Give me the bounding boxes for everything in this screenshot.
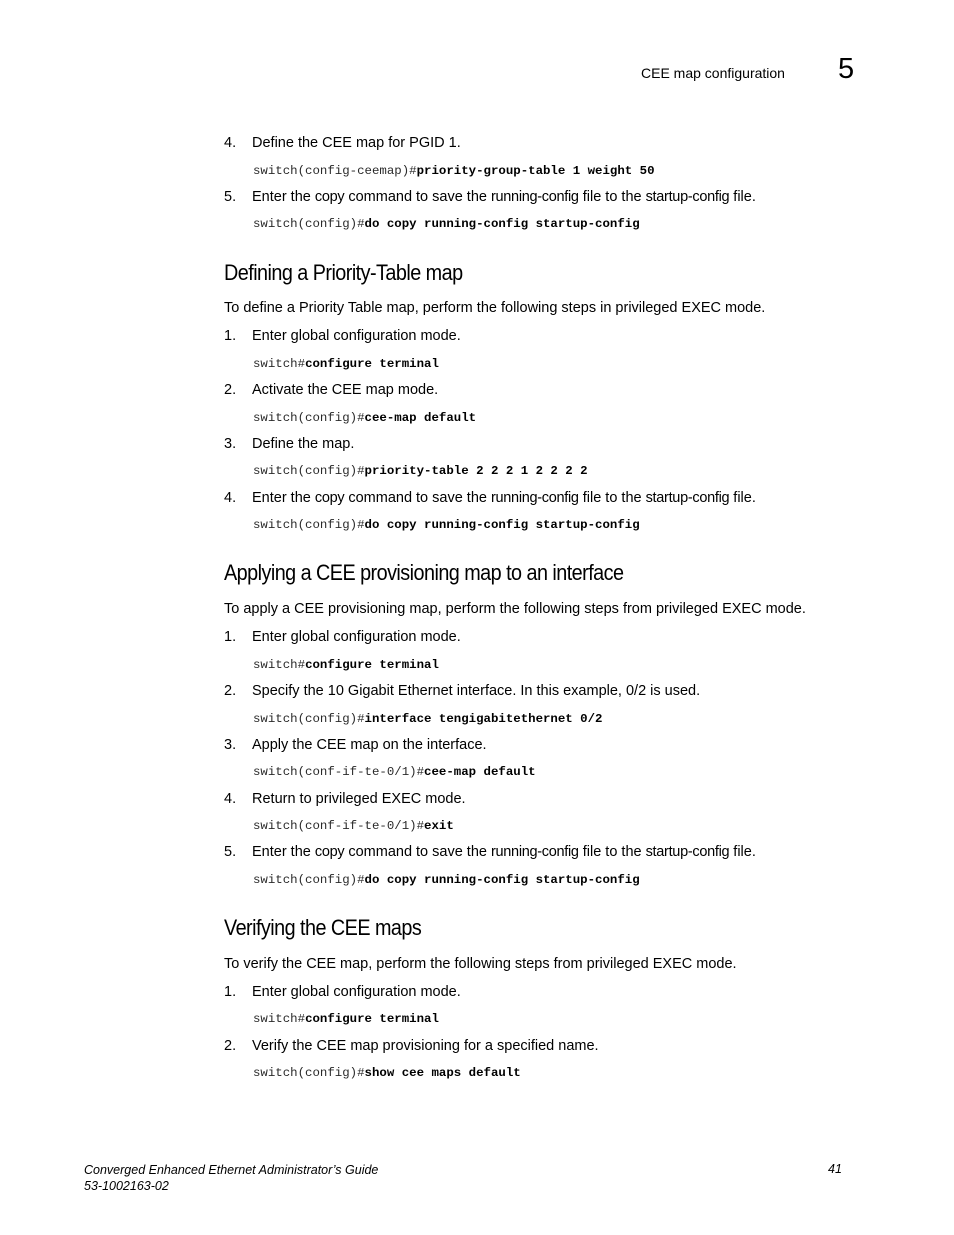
step-text: Define the map. [252,436,355,452]
command-line [253,1012,439,1026]
step-text: Enter global configuration mode. [252,328,461,344]
step-number: 5. [224,844,237,860]
keyword-startup-config: startup-config [645,844,730,860]
command-prompt: switch(config)# [253,518,365,532]
command-prompt: switch(conf-if-te-0/1)# [253,819,425,833]
footer-document-info [84,1162,378,1194]
command-prompt: switch(config)# [253,464,365,478]
command-prompt: switch(conf-if-te-0/1)# [253,765,425,779]
keyword-copy: copy [314,189,345,205]
section-intro: To define a Priority Table map, perform the following steps in privileged EXEC mode. [224,300,766,316]
command-text: do copy running-config startup-config [364,873,640,887]
command-prompt: switch(config)# [253,873,365,887]
keyword-running-config: running-config [491,189,579,205]
step-text: Verify the CEE map provisioning for a specified name. [252,1038,599,1054]
keyword-running-config: running-config [491,490,579,506]
command-prompt: switch(config)# [253,712,365,726]
step-text: Enter global configuration mode. [252,629,461,645]
command-line [253,464,588,478]
step-text: Activate the CEE map mode. [252,382,439,398]
step-number: 3. [224,436,237,452]
command-prompt: switch(config)# [253,411,365,425]
command-text: priority-group-table 1 weight 50 [416,164,655,178]
running-header-title: CEE map configuration [641,65,785,81]
step-number: 1. [224,984,237,1000]
command-prompt: switch(config)# [253,1066,365,1080]
command-prompt: switch# [253,1012,306,1026]
command-line [253,518,640,532]
command-text: configure terminal [305,658,439,672]
command-line [253,819,454,833]
keyword-copy: copy [314,844,345,860]
command-line [253,164,655,178]
step-text: Apply the CEE map on the interface. [252,737,487,753]
command-prompt: switch(config)# [253,217,365,231]
section-heading: Applying a CEE provisioning map to an interface [224,560,624,585]
section-intro: To verify the CEE map, perform the following steps from privileged EXEC mode. [224,956,737,972]
keyword-startup-config: startup-config [645,490,730,506]
keyword-startup-config: startup-config [645,189,730,205]
command-text: configure terminal [305,1012,439,1026]
command-text: do copy running-config startup-config [364,518,640,532]
step-text: Specify the 10 Gigabit Ethernet interface. In this example, 0/2 is used. [252,683,701,699]
step-number: 4. [224,791,237,807]
command-text: do copy running-config startup-config [364,217,640,231]
command-prompt: switch# [253,357,306,371]
command-text: cee-map default [364,411,477,425]
command-line [253,765,536,779]
command-line [253,658,439,672]
section-heading: Verifying the CEE maps [224,915,422,940]
step-text: Enter the copy command to save the running-config file to the startup-config file. [252,189,756,205]
step-text: Return to privileged EXEC mode. [252,791,466,807]
command-text: show cee maps default [364,1066,521,1080]
step-number: 2. [224,1038,237,1054]
footer-page-number: 41 [828,1162,842,1176]
command-text: priority-table 2 2 2 1 2 2 2 2 [364,464,588,478]
command-prompt: switch# [253,658,306,672]
step-number: 4. [224,135,237,151]
section-intro: To apply a CEE provisioning map, perform the following steps from privileged EXEC mode. [224,601,806,617]
step-number: 1. [224,629,237,645]
step-number: 5. [224,189,237,205]
command-text: interface tengigabitethernet 0/2 [364,712,603,726]
step-text: Enter global configuration mode. [252,984,461,1000]
command-text: cee-map default [424,765,536,779]
step-text: Enter the copy command to save the running-config file to the startup-config file. [252,490,756,506]
step-text: Enter the copy command to save the running-config file to the startup-config file. [252,844,756,860]
step-number: 2. [224,382,237,398]
command-line [253,411,476,425]
command-line [253,873,640,887]
footer-doc-number: 53-1002163-02 [84,1179,169,1193]
chapter-number: 5 [838,53,855,85]
step-number: 4. [224,490,237,506]
keyword-running-config: running-config [491,844,579,860]
command-text: exit [424,819,454,833]
command-prompt: switch(config-ceemap)# [253,164,417,178]
step-number: 2. [224,683,237,699]
command-line [253,357,439,371]
section-heading: Defining a Priority-Table map [224,260,463,285]
command-line [253,1066,521,1080]
keyword-copy: copy [314,490,345,506]
command-line [253,712,603,726]
step-number: 1. [224,328,237,344]
command-text: configure terminal [305,357,439,371]
step-text: Define the CEE map for PGID 1. [252,135,461,151]
command-line [253,217,640,231]
footer-doc-title: Converged Enhanced Ethernet Administrator’s Guide [84,1163,379,1177]
step-number: 3. [224,737,237,753]
